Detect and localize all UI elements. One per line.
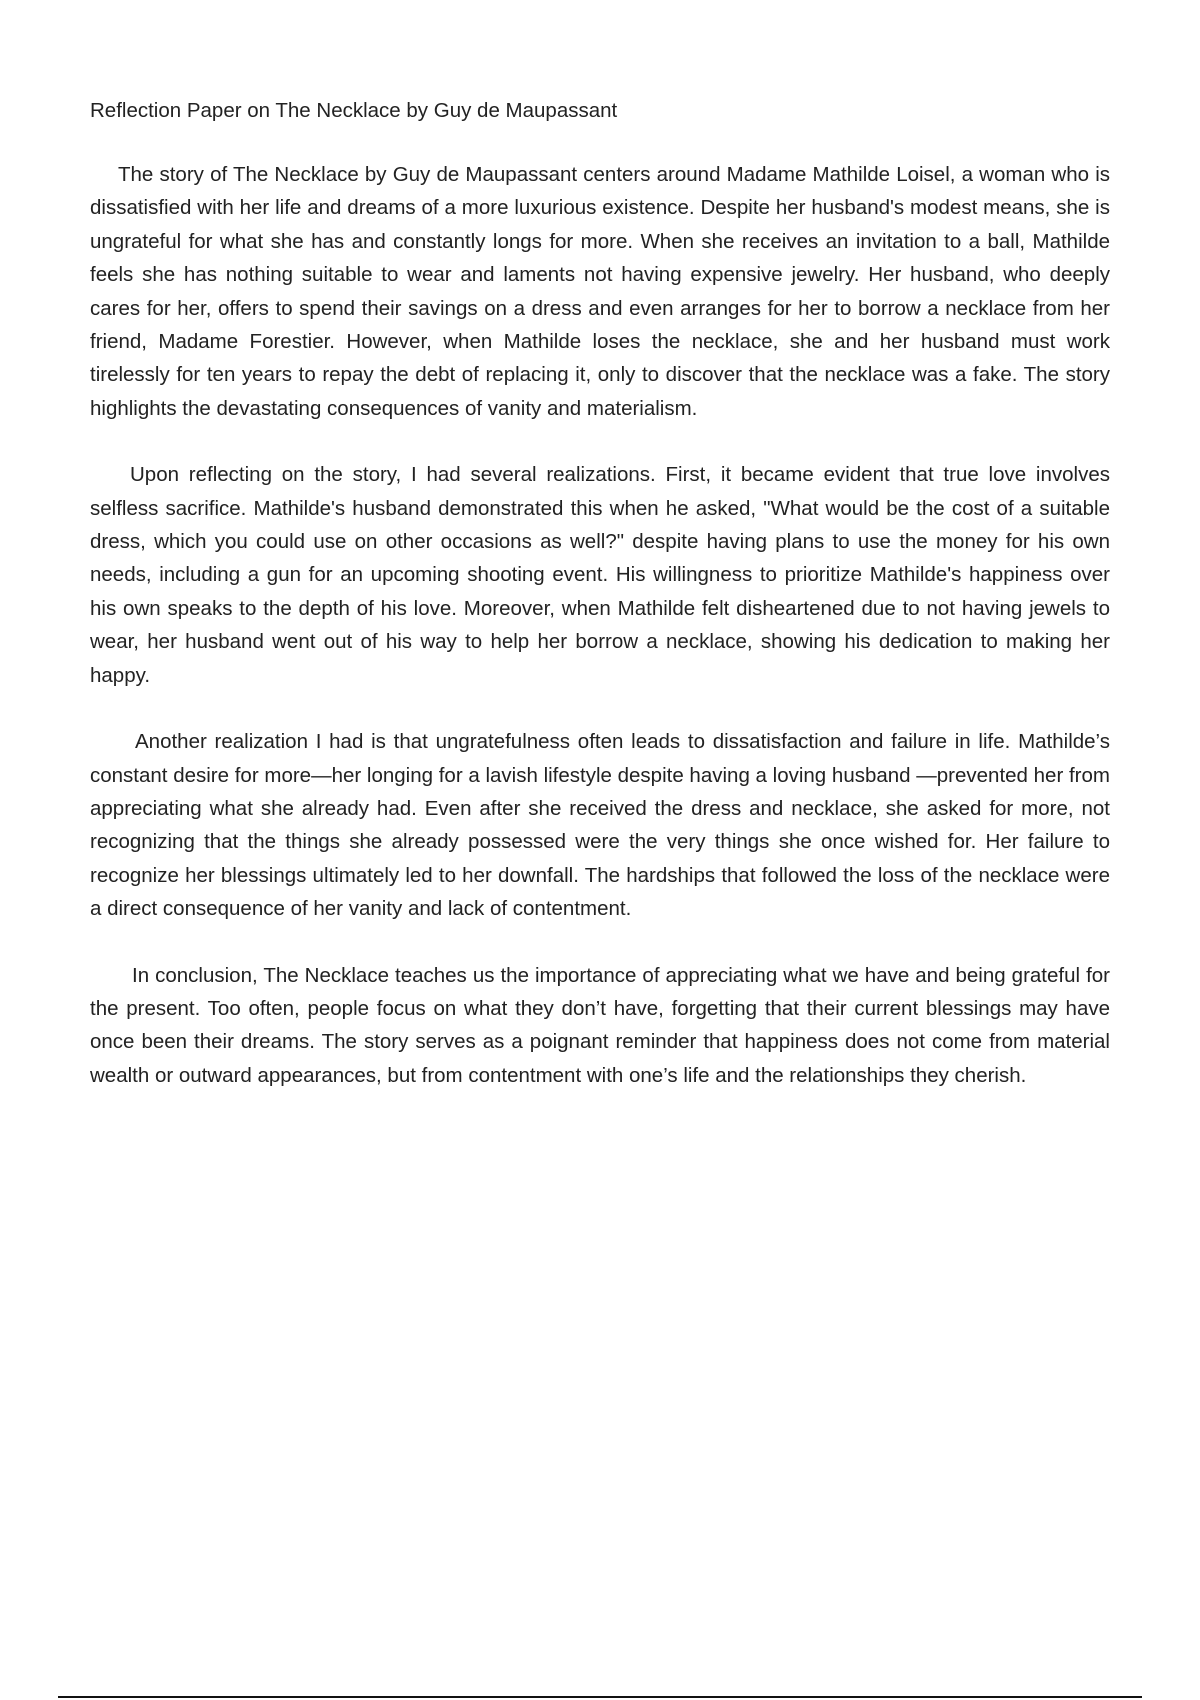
document-body bbox=[90, 96, 1110, 1125]
paragraph-love-sacrifice: Upon reflecting on the story, I had several realizations. First, it became evident that true love involves selfless sacrifice. Mathilde's husband demonstrated this when he asked, "What would be the cost of a suitable dress, which you could use on other occasions as well?" despite having plans to use the money for his own needs, including a gun for an upcoming shooting event. His willingness to prioritize Mathilde's happiness over his own speaks to the depth of his love. Moreover, when Mathilde felt disheartened due to not having jewels to wear, her husband went out of his way to help her borrow a necklace, showing his dedication to making her happy. bbox=[90, 463, 1110, 687]
paragraph-summary: The story of The Necklace by Guy de Maupassant centers around Madame Mathilde Loisel, a woman who is dissatisfied with her life and dreams of a more luxurious existence. Despite her husband's modest means, she is ungrateful for what she has and constantly longs for more. When she receives an invitation to a ball, Mathilde feels she has nothing suitable to wear and laments not having expensive jewelry. Her husband, who deeply cares for her, offers to spend their savings on a dress and even arranges for her to borrow a necklace from her friend, Madame Forestier. However, when Mathilde loses the necklace, she and her husband must work tirelessly for ten years to repay the debt of replacing it, only to discover that the necklace was a fake. The story highlights the devastating consequences of vanity and materialism. bbox=[90, 163, 1110, 420]
document-title: Reflection Paper on The Necklace by Guy de Maupassant bbox=[90, 99, 618, 122]
bottom-divider bbox=[58, 1696, 1142, 1698]
paragraph-ungratefulness: Another realization I had is that ungratefulness often leads to dissatisfaction and failure in life. Mathilde’s constant desire for more—her longing for a lavish lifestyle despite having a loving husband —prevented her from appreciating what she already had. Even after she received the dress and necklace, she asked for more, not recognizing that the things she already possessed were the very things she once wished for. Her failure to recognize her blessings ultimately led to her downfall. The hardships that followed the loss of the necklace were a direct consequence of her vanity and lack of contentment. bbox=[90, 730, 1110, 921]
paragraph-conclusion: In conclusion, The Necklace teaches us the importance of appreciating what we have and being grateful for the present. Too often, people focus on what they don’t have, forgetting that their current blessings may have once been their dreams. The story serves as a poignant reminder that happiness does not come from material wealth or outward appearances, but from contentment with one’s life and the relationships they cherish. bbox=[90, 963, 1110, 1087]
